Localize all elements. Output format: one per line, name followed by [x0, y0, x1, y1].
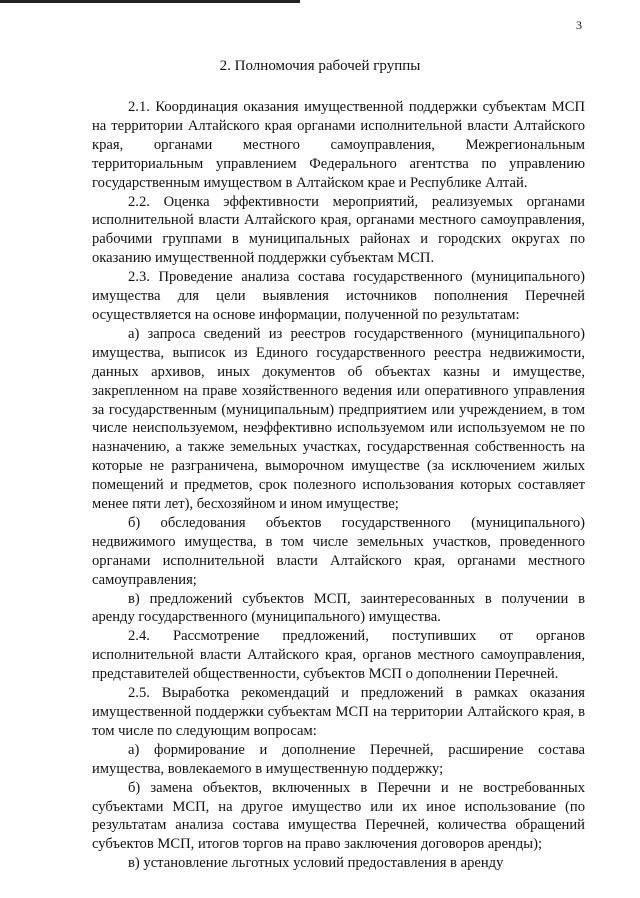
paragraph-2-2: 2.2. Оценка эффективности мероприятий, реализуемых органами исполнительной власти Алтайского края, органами местного самоуправления, рабочими группами в муниципальных районах и городских округах по оказанию имущественной поддержки субъектам МСП.: [92, 193, 585, 267]
paragraph-2-5-c: в) установление льготных условий предоставления в аренду: [128, 855, 504, 872]
paragraph-2-1: 2.1. Координация оказания имущественной поддержки субъектам МСП на территории Алтайского края органами исполнительной власти Алтайского края, органами местного самоуправления, Межрегиональным территориальным управлением Федерального агентства по управлению государственным имуществом в Алтайском крае и Республике Алтай.: [92, 99, 585, 191]
section-title: 2. Полномочия рабочей группы: [219, 58, 421, 74]
paragraph-2-3: 2.3. Проведение анализа состава государственного (муниципального) имущества для цели выявления источников пополнения Перечней осуществляется на основе информации, полученной по результатам:: [92, 269, 585, 323]
paragraph-2-5-a: а) формирование и дополнение Перечней, расширение состава имущества, вовлекаемого в имущественную поддержку;: [92, 741, 585, 777]
document-body: [92, 98, 585, 873]
paragraph-2-5: 2.5. Выработка рекомендаций и предложений в рамках оказания имущественной поддержки субъектам МСП на территории Алтайского края, в том числе по следующим вопросам:: [92, 685, 585, 739]
paragraph-2-3-c: в) предложений субъектов МСП, заинтересованных в получении в аренду государственного (муниципального) имущества.: [92, 590, 585, 626]
paragraph-2-3-a: а) запроса сведений из реестров государственного (муниципального) имущества, выписок из Единого государственного реестра недвижимости, данных архивов, иных документов об объектах казны и имуществе, закрепленном на праве хозяйственного ведения или оперативного управления за государственным (муниципальным) предприятием или учреждением, в том числе неиспользуемом, неэффективно используемом или используемом не по назначению, а также земельных участках, государственная собственность на которые не разграничена, выморочном имуществе (за исключением жилых помещений и предметов, срок полезного использования которых составляет менее пяти лет), бесхозяйном и ином имуществе;: [92, 325, 585, 513]
page-number: 3: [576, 18, 582, 32]
page-top-border: [0, 0, 300, 3]
paragraph-2-5-b: б) замена объектов, включенных в Перечни и не востребованных субъектами МСП, на другое имущество или их иное использование (по результатам анализа состава имущества Перечней, количества обращений субъектов МСП, итогов торгов на право заключения договоров аренды);: [92, 779, 585, 853]
paragraph-2-3-b: б) обследования объектов государственного (муниципального) недвижимого имущества, в том числе земельных участков, проведенного органами исполнительной власти Алтайского края, органами местного самоуправления;: [92, 514, 585, 588]
paragraph-2-4: 2.4. Рассмотрение предложений, поступивших от органов исполнительной власти Алтайского края, органов местного самоуправления, представителей общественности, субъектов МСП о дополнении Перечней.: [92, 628, 585, 683]
